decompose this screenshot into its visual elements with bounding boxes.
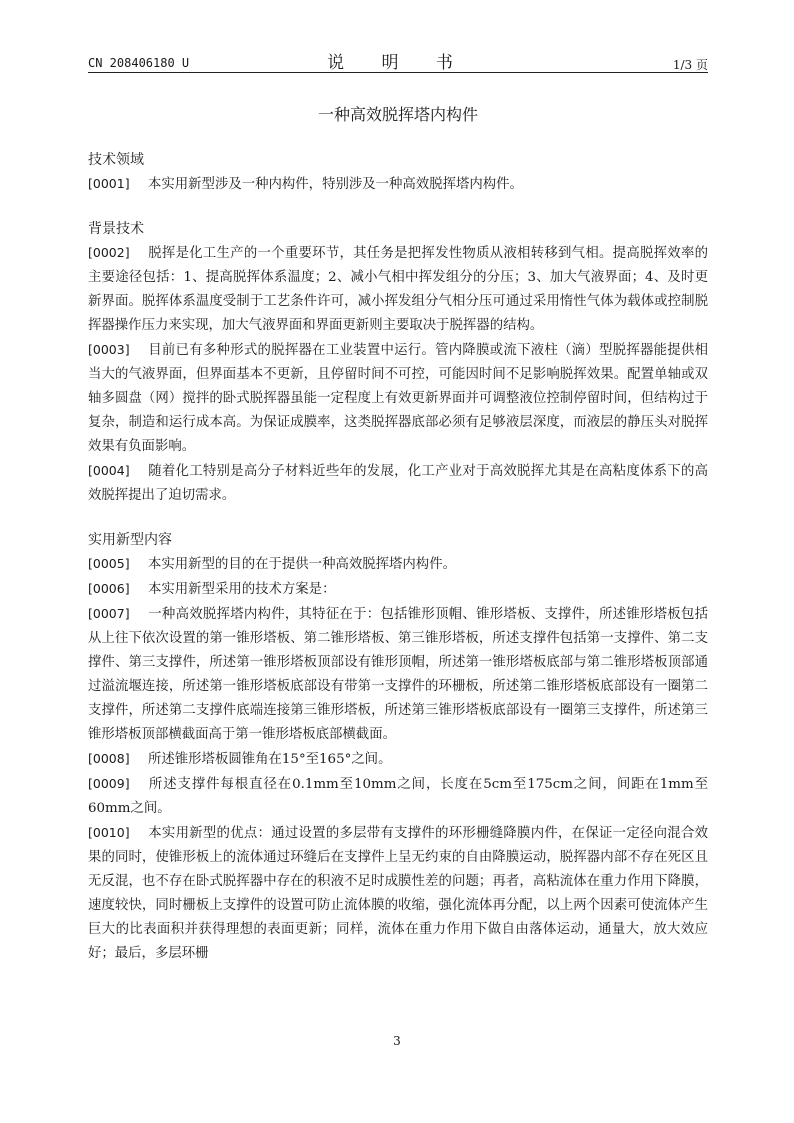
section-heading: 背景技术 [88, 221, 144, 237]
section-label: 说 明 书 [327, 53, 469, 73]
paragraph [88, 552, 708, 577]
paragraph-number: [0010] [88, 825, 130, 840]
header-rule [88, 72, 708, 73]
page-header [88, 48, 708, 73]
paragraph-text: 一种高效脱挥塔内构件，其特征在于：包括锥形顶帽、锥形塔板、支撑件，所述锥形塔板包括从上往下依次设置的第一锥形塔板、第二锥形塔板、第三锥形塔板，所述支撑件包括第一支撑件、第二支撑件、第三支撑件，所述第一锥形塔板顶部设有锥形顶帽，所述第一锥形塔板底部与第二锥形塔板顶部通过溢流堰连接，所述第一锥形塔板底部设有带第一支撑件的环栅板，所述第二锥形塔板底部设有一圈第二支撑件，所述第二支撑件底端连接第三锥形塔板，所述第三锥形塔板底部设有一圈第三支撑件，所述第三锥形塔板顶部横截面高于第一锥形塔板底部横截面。 [88, 607, 708, 742]
paragraph [88, 338, 708, 459]
paragraph-number: [0009] [88, 776, 130, 791]
section-technical-field [88, 148, 708, 197]
section-background [88, 217, 708, 508]
paragraph [88, 241, 708, 338]
section-heading: 技术领域 [88, 152, 144, 168]
paragraph [88, 459, 708, 508]
page-number: 3 [393, 1034, 401, 1048]
paragraph-number: [0004] [88, 463, 130, 478]
paragraph [88, 772, 708, 821]
paragraph-number: [0003] [88, 342, 130, 357]
paragraph-text: 所述支撑件每根直径在0.1mm至10mm之间，长度在5cm至175cm之间，间距在1mm至60mm之间。 [88, 777, 708, 816]
document-title: 一种高效脱挥塔内构件 [317, 105, 478, 124]
paragraph-text: 本实用新型采用的技术方案是： [148, 582, 336, 597]
section-heading: 实用新型内容 [88, 532, 172, 548]
section-utility-content [88, 528, 708, 966]
paragraph [88, 577, 708, 602]
paragraph-text: 随着化工特别是高分子材料近些年的发展，化工产业对于高效脱挥尤其是在高粘度体系下的高效脱挥提出了迫切需求。 [88, 464, 708, 503]
paragraph-text: 本实用新型涉及一种内构件，特别涉及一种高效脱挥塔内构件。 [148, 177, 523, 192]
paragraph-number: [0005] [88, 556, 130, 571]
paragraph-text: 所述锥形塔板圆锥角在15°至165°之间。 [148, 752, 392, 767]
paragraph [88, 747, 708, 772]
paragraph-text: 本实用新型的目的在于提供一种高效脱挥塔内构件。 [148, 557, 456, 572]
paragraph-number: [0007] [88, 606, 130, 621]
paragraph-number: [0006] [88, 581, 130, 596]
document-body [88, 148, 708, 966]
paragraph-number: [0008] [88, 751, 130, 766]
paragraph [88, 821, 708, 966]
paragraph-number: [0001] [88, 176, 130, 191]
paragraph [88, 172, 708, 197]
paragraph-number: [0002] [88, 245, 130, 260]
paragraph-text: 脱挥是化工生产的一个重要环节，其任务是把挥发性物质从液相转移到气相。提高脱挥效率的主要途径包括：1、提高脱挥体系温度；2、减小气相中挥发组分的分压；3、加大气液界面；4、及时更新界面。脱挥体系温度受制于工艺条件许可，减小挥发组分气相分压可通过采用惰性气体为载体或控制脱挥器操作压力来实现，加大气液界面和界面更新则主要取决于脱挥器的结构。 [88, 246, 708, 333]
patent-number: CN 208406180 U [88, 56, 190, 70]
paragraph-text: 本实用新型的优点：通过设置的多层带有支撑件的环形栅缝降膜内件，在保证一定径向混合效果的同时，使锥形板上的流体通过环缝后在支撑件上呈无约束的自由降膜运动，脱挥器内部不存在死区且无反混，也不存在卧式脱挥器中存在的积液不足时成膜性差的问题；再者，高粘流体在重力作用下降膜，速度较快，同时栅板上支撑件的设置可防止流体膜的收缩，强化流体再分配，以上两个因素可使流体产生巨大的比表面积并获得理想的表面更新；同样，流体在重力作用下做自由落体运动，通量大，放大效应好；最后，多层环栅 [88, 826, 708, 961]
paragraph [88, 602, 708, 747]
paragraph-text: 目前已有多种形式的脱挥器在工业装置中运行。管内降膜或流下液柱（滴）型脱挥器能提供相当大的气液界面，但界面基本不更新，且停留时间不可控，可能因时间不足影响脱挥效果。配置单轴或双轴多圆盘（网）搅拌的卧式脱挥器虽能一定程度上有效更新界面并可调整液位控制停留时间，但结构过于复杂，制造和运行成本高。为保证成膜率，这类脱挥器底部必须有足够液层深度，而液层的静压头对脱挥效果有负面影响。 [88, 343, 708, 454]
page-indicator: 1/3 页 [672, 58, 708, 72]
